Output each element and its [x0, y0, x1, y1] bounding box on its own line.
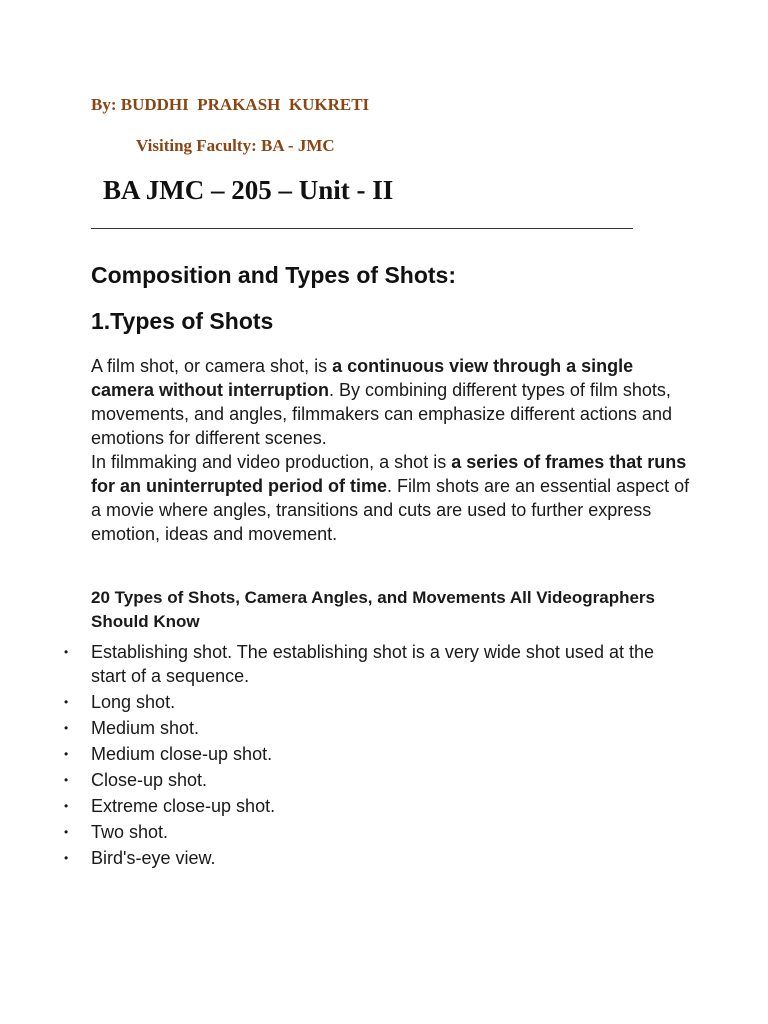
bullet-icon: • — [64, 747, 69, 761]
bullet-icon: • — [64, 773, 69, 787]
list-item — [0, 640, 671, 688]
paragraph-2-bold: a series of frames that runs for an uninterrupted period of time — [91, 452, 687, 496]
bullet-icon: • — [64, 645, 69, 659]
author-line: By: BUDDHI PRAKASH KUKRETI — [91, 95, 370, 114]
list-item — [0, 768, 671, 792]
paragraph-2-text-a: In filmmaking and video production, a shot is — [91, 452, 452, 472]
bullet-icon: • — [64, 695, 69, 709]
list-item — [0, 690, 671, 714]
paragraph-1-bold: a continuous view through a single camera without interruption — [91, 356, 634, 400]
divider-rule — [91, 228, 633, 229]
paragraph-1-text-a: A film shot, or camera shot, is — [91, 356, 333, 376]
list-item-text: Long shot. — [91, 692, 176, 712]
list-heading: 20 Types of Shots, Camera Angles, and Movements All Videographers Should Know — [91, 588, 655, 631]
paragraph-2-text-b: . Film shots are an essential aspect of a movie where angles, transitions and cuts are used to further express emotion, ideas and movement. — [91, 476, 690, 544]
list-item-text: Bird's-eye view. — [91, 848, 216, 868]
paragraph-1-text-b: . By combining different types of film shots, movements, and angles, filmmakers can emphasize different actions and emotions for different scenes. — [91, 380, 672, 448]
list-item-text: Medium close-up shot. — [91, 744, 273, 764]
list-item — [0, 820, 671, 844]
list-item — [0, 716, 671, 740]
list-item-text: Two shot. — [91, 822, 169, 842]
list-item-text: Close-up shot. — [91, 770, 208, 790]
list-item-text: Medium shot. — [91, 718, 200, 738]
list-item — [0, 742, 671, 766]
intro-text — [91, 354, 691, 546]
section-heading: Composition and Types of Shots: — [91, 262, 457, 288]
shot-types-list — [0, 640, 700, 872]
paragraph-2 — [91, 450, 691, 546]
subsection-heading: 1.Types of Shots — [91, 308, 274, 334]
faculty-line: Visiting Faculty: BA - JMC — [136, 136, 335, 155]
paragraph-1 — [91, 354, 691, 450]
list-item — [0, 794, 671, 818]
course-title: BA JMC – 205 – Unit - II — [103, 175, 394, 205]
bullet-icon: • — [64, 825, 69, 839]
list-item-text: Establishing shot. The establishing shot is a very wide shot used at the start of a sequence. — [91, 642, 654, 686]
list-item-text: Extreme close-up shot. — [91, 796, 276, 816]
list-item — [0, 846, 671, 870]
bullet-icon: • — [64, 851, 69, 865]
bullet-icon: • — [64, 721, 69, 735]
bullet-icon: • — [64, 799, 69, 813]
